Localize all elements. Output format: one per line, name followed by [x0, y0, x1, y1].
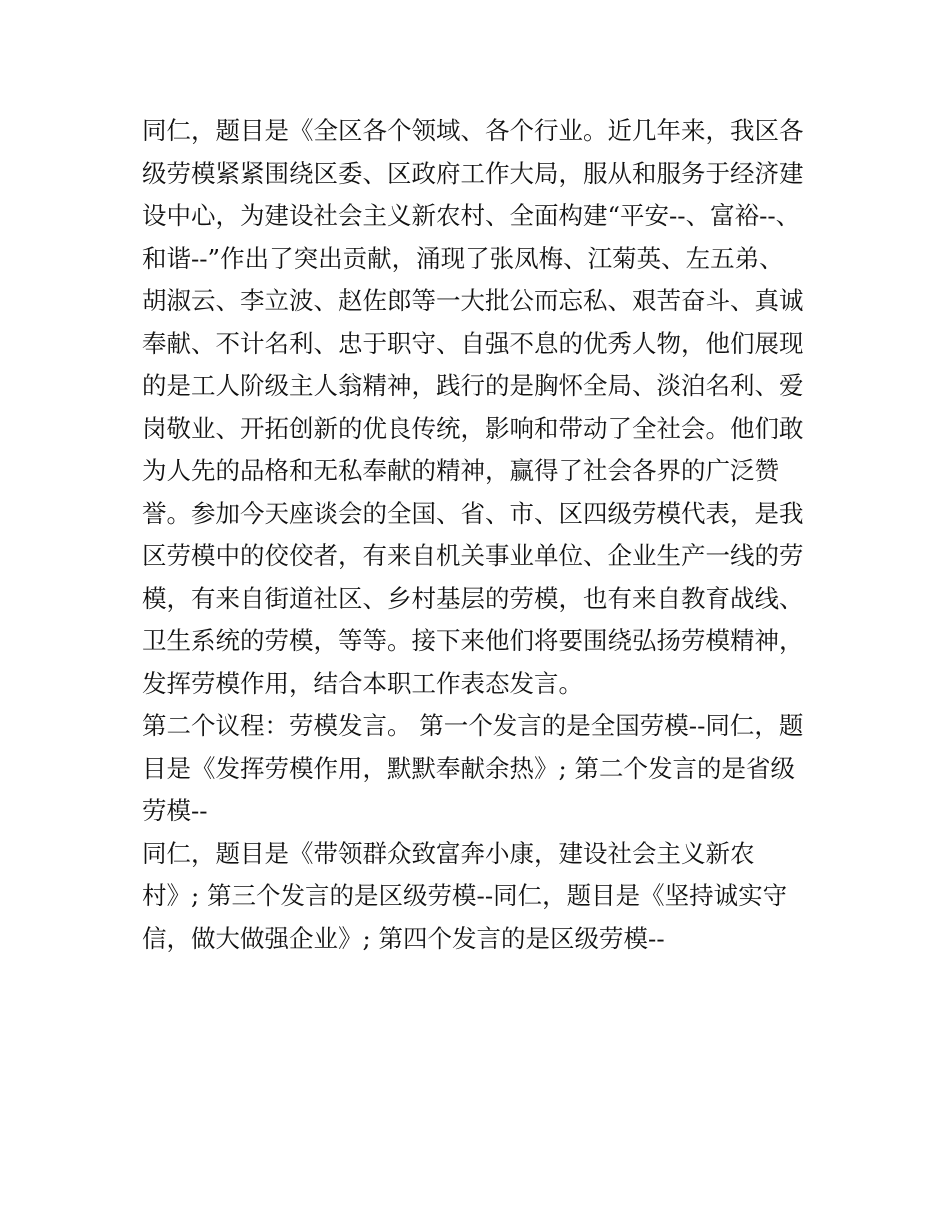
text-line: 区劳模中的佼佼者，有来自机关事业单位、企业生产一线的劳: [142, 541, 804, 570]
text-line: 卫生系统的劳模，等等。接下来他们将要围绕弘扬劳模精神，: [142, 626, 804, 655]
text-line: 级劳模紧紧围绕区委、区政府工作大局，服从和服务于经济建: [142, 158, 804, 188]
body-text: [142, 110, 842, 960]
text-line: 目是《发挥劳模作用，默默奉献余热》; 第二个发言的是省级: [142, 753, 796, 783]
text-line: 的是工人阶级主人翁精神，践行的是胸怀全局、淡泊名利、爱: [142, 371, 804, 400]
text-line: 胡淑云、李立波、赵佐郎等一大批公而忘私、艰苦奋斗、真诚: [142, 286, 804, 315]
text-line: 模，有来自街道社区、乡村基层的劳模，也有来自教育战线、: [142, 583, 804, 613]
text-line: 信，做大做强企业》; 第四个发言的是区级劳模--: [142, 923, 665, 953]
text-line: 同仁，题目是《全区各个领域、各个行业。近几年来，我区各: [142, 116, 804, 145]
text-line: 奉献、不计名利、忠于职守、自强不息的优秀人物，他们展现: [142, 328, 804, 358]
text-line: 岗敬业、开拓创新的优良传统，影响和带动了全社会。他们敢: [142, 413, 804, 443]
text-line: 和谐--”作出了突出贡献，涌现了张凤梅、江菊英、左五弟、: [142, 243, 784, 273]
text-line: 同仁，题目是《带领群众致富奔小康，建设社会主义新农: [142, 838, 755, 868]
text-line: 设中心，为建设社会主义新农村、全面构建“平安--、富裕--、: [142, 201, 801, 230]
text-line: 发挥劳模作用，结合本职工作表态发言。: [142, 668, 583, 698]
text-line: 劳模--: [142, 796, 208, 825]
text-line: 誉。参加今天座谈会的全国、省、市、区四级劳模代表，是我: [142, 498, 804, 528]
text-line: 第二个议程：劳模发言。 第一个发言的是全国劳模--同仁，题: [142, 711, 804, 740]
text-line: 村》; 第三个发言的是区级劳模--同仁，题目是《坚持诚实守: [142, 881, 788, 910]
text-line: 为人先的品格和无私奉献的精神，赢得了社会各界的广泛赞: [142, 456, 779, 485]
